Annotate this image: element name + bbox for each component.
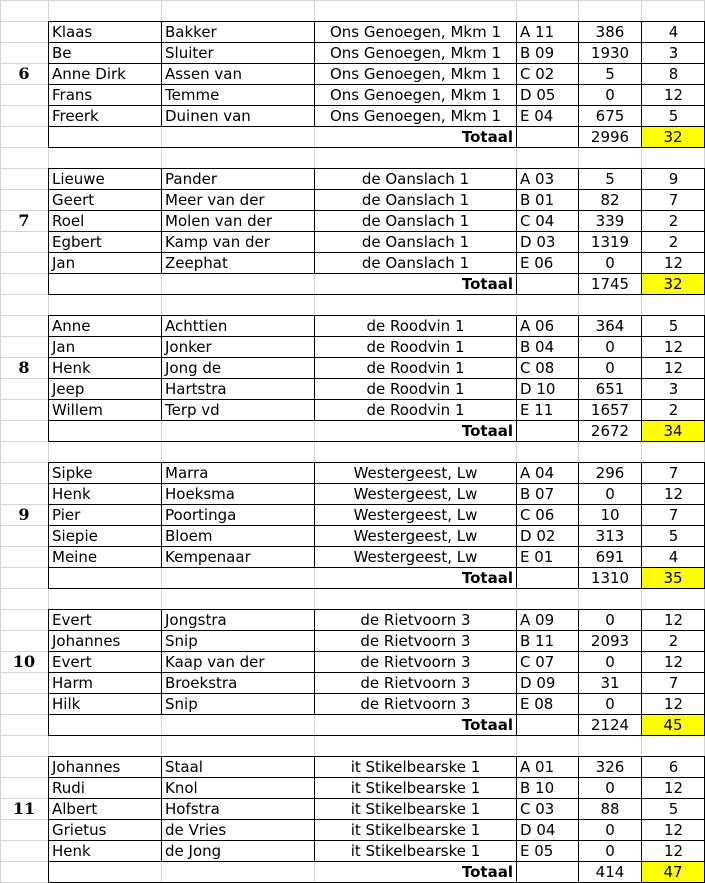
first-name-cell: Freerk — [52, 107, 99, 125]
club-cell: de Oanslach 1 — [361, 233, 470, 251]
first-name-cell: Egbert — [52, 233, 102, 251]
rank-cell: 2 — [668, 212, 679, 230]
code-cell: B 11 — [520, 632, 555, 650]
last-name-cell: Snip — [165, 695, 198, 713]
first-name-cell: Albert — [52, 800, 98, 818]
total-score: 1745 — [590, 275, 630, 293]
score-cell: 386 — [595, 23, 625, 41]
score-cell: 691 — [595, 548, 625, 566]
score-cell: 0 — [605, 695, 615, 713]
last-name-cell: Bakker — [165, 23, 217, 41]
first-name-cell: Henk — [52, 485, 91, 503]
score-cell: 651 — [595, 380, 625, 398]
group-number: 6 — [18, 64, 30, 83]
code-cell: D 05 — [520, 86, 556, 104]
club-cell: de Oanslach 1 — [361, 170, 470, 188]
score-cell: 0 — [605, 821, 615, 839]
last-name-cell: de Jong — [165, 842, 222, 860]
score-cell: 0 — [605, 779, 615, 797]
first-name-cell: Anne — [52, 317, 91, 335]
last-name-cell: de Vries — [165, 821, 227, 839]
club-cell: de Roodvin 1 — [366, 317, 465, 335]
total-points: 45 — [663, 716, 683, 734]
score-cell: 313 — [595, 527, 625, 545]
last-name-cell: Molen van der — [165, 212, 273, 230]
first-name-cell: Frans — [52, 86, 93, 104]
last-name-cell: Hofstra — [165, 800, 220, 818]
code-cell: A 11 — [520, 23, 555, 41]
score-cell: 0 — [605, 842, 615, 860]
club-cell: it Stikelbearske 1 — [350, 842, 481, 860]
code-cell: C 03 — [520, 800, 555, 818]
club-cell: Westergeest, Lw — [353, 464, 478, 482]
rank-cell: 5 — [668, 317, 679, 335]
rank-cell: 12 — [663, 653, 684, 671]
first-name-cell: Siepie — [52, 527, 98, 545]
rank-cell: 12 — [663, 485, 684, 503]
last-name-cell: Jong de — [165, 359, 222, 377]
last-name-cell: Broekstra — [165, 674, 238, 692]
total-points: 34 — [663, 422, 683, 440]
code-cell: A 03 — [520, 170, 555, 188]
score-cell: 0 — [605, 653, 615, 671]
rank-cell: 8 — [668, 65, 679, 83]
rank-cell: 12 — [663, 611, 684, 629]
first-name-cell: Henk — [52, 359, 91, 377]
first-name-cell: Johannes — [52, 632, 121, 650]
last-name-cell: Pander — [165, 170, 217, 188]
last-name-cell: Zeephat — [165, 254, 228, 272]
code-cell: E 01 — [520, 548, 554, 566]
code-cell: D 10 — [520, 380, 556, 398]
total-points: 35 — [663, 569, 683, 587]
last-name-cell: Temme — [165, 86, 220, 104]
total-label: Totaal — [461, 716, 513, 734]
first-name-cell: Evert — [52, 611, 92, 629]
code-cell: C 08 — [520, 359, 555, 377]
club-cell: de Rietvoorn 3 — [360, 611, 471, 629]
code-cell: C 06 — [520, 506, 555, 524]
last-name-cell: Staal — [165, 758, 203, 776]
code-cell: D 09 — [520, 674, 556, 692]
rank-cell: 3 — [668, 44, 679, 62]
club-cell: Ons Genoegen, Mkm 1 — [329, 44, 501, 62]
code-cell: A 01 — [520, 758, 555, 776]
total-score: 2672 — [590, 422, 630, 440]
code-cell: D 04 — [520, 821, 556, 839]
club-cell: de Roodvin 1 — [366, 380, 465, 398]
total-score: 414 — [595, 863, 625, 881]
club-cell: Westergeest, Lw — [353, 527, 478, 545]
score-cell: 326 — [595, 758, 625, 776]
club-cell: de Oanslach 1 — [361, 191, 470, 209]
group-number: 9 — [18, 505, 30, 524]
code-cell: B 07 — [520, 485, 555, 503]
last-name-cell: Assen van — [165, 65, 242, 83]
club-cell: Westergeest, Lw — [353, 506, 478, 524]
rank-cell: 7 — [668, 191, 679, 209]
club-cell: de Roodvin 1 — [366, 359, 465, 377]
rank-cell: 5 — [668, 800, 679, 818]
last-name-cell: Kaap van der — [165, 653, 265, 671]
first-name-cell: Jan — [52, 338, 76, 356]
rank-cell: 2 — [668, 401, 679, 419]
rank-cell: 4 — [668, 548, 679, 566]
club-cell: Ons Genoegen, Mkm 1 — [329, 86, 501, 104]
club-cell: de Roodvin 1 — [366, 338, 465, 356]
first-name-cell: Jeep — [52, 380, 85, 398]
total-label: Totaal — [461, 275, 513, 293]
code-cell: A 04 — [520, 464, 555, 482]
score-cell: 82 — [600, 191, 620, 209]
total-score: 2996 — [590, 128, 630, 146]
club-cell: Ons Genoegen, Mkm 1 — [329, 23, 501, 41]
rank-cell: 2 — [668, 233, 679, 251]
club-cell: de Rietvoorn 3 — [360, 674, 471, 692]
first-name-cell: Hilk — [52, 695, 81, 713]
rank-cell: 12 — [663, 86, 684, 104]
rank-cell: 12 — [663, 842, 684, 860]
code-cell: B 09 — [520, 44, 555, 62]
club-cell: de Rietvoorn 3 — [360, 695, 471, 713]
group-number: 8 — [18, 358, 30, 377]
last-name-cell: Duinen van — [165, 107, 251, 125]
first-name-cell: Anne Dirk — [52, 65, 126, 83]
score-cell: 10 — [600, 506, 620, 524]
club-cell: de Roodvin 1 — [366, 401, 465, 419]
code-cell: E 06 — [520, 254, 554, 272]
rank-cell: 12 — [663, 779, 684, 797]
score-cell: 5 — [605, 170, 615, 188]
first-name-cell: Sipke — [52, 464, 93, 482]
score-cell: 88 — [600, 800, 620, 818]
first-name-cell: Be — [52, 44, 72, 62]
total-score: 2124 — [590, 716, 630, 734]
rank-cell: 12 — [663, 338, 684, 356]
rank-cell: 2 — [668, 632, 679, 650]
code-cell: C 07 — [520, 653, 555, 671]
last-name-cell: Meer van der — [165, 191, 265, 209]
score-cell: 31 — [600, 674, 620, 692]
rank-cell: 7 — [668, 674, 679, 692]
first-name-cell: Meine — [52, 548, 98, 566]
club-cell: it Stikelbearske 1 — [350, 758, 481, 776]
score-cell: 1319 — [590, 233, 630, 251]
code-cell: A 06 — [520, 317, 555, 335]
club-cell: de Rietvoorn 3 — [360, 632, 471, 650]
score-cell: 364 — [595, 317, 625, 335]
score-cell: 0 — [605, 86, 615, 104]
gridline — [0, 0, 705, 1]
code-cell: E 11 — [520, 401, 554, 419]
last-name-cell: Snip — [165, 632, 198, 650]
rank-cell: 5 — [668, 107, 679, 125]
rank-cell: 12 — [663, 359, 684, 377]
code-cell: C 02 — [520, 65, 555, 83]
club-cell: de Oanslach 1 — [361, 254, 470, 272]
club-cell: de Rietvoorn 3 — [360, 653, 471, 671]
total-label: Totaal — [461, 128, 513, 146]
score-cell: 675 — [595, 107, 625, 125]
first-name-cell: Rudi — [52, 779, 85, 797]
code-cell: D 03 — [520, 233, 556, 251]
last-name-cell: Hartstra — [165, 380, 227, 398]
club-cell: Westergeest, Lw — [353, 548, 478, 566]
score-cell: 1657 — [590, 401, 630, 419]
rank-cell: 7 — [668, 464, 679, 482]
score-cell: 296 — [595, 464, 625, 482]
rank-cell: 9 — [668, 170, 679, 188]
last-name-cell: Marra — [165, 464, 209, 482]
code-cell: B 10 — [520, 779, 555, 797]
first-name-cell: Roel — [52, 212, 85, 230]
club-cell: it Stikelbearske 1 — [350, 821, 481, 839]
score-cell: 0 — [605, 338, 615, 356]
first-name-cell: Willem — [52, 401, 103, 419]
score-cell: 339 — [595, 212, 625, 230]
club-cell: it Stikelbearske 1 — [350, 779, 481, 797]
club-cell: de Oanslach 1 — [361, 212, 470, 230]
last-name-cell: Jongstra — [165, 611, 227, 629]
code-cell: E 08 — [520, 695, 554, 713]
first-name-cell: Jan — [52, 254, 76, 272]
score-cell: 2093 — [590, 632, 630, 650]
gridline — [0, 0, 1, 882]
club-cell: Ons Genoegen, Mkm 1 — [329, 65, 501, 83]
first-name-cell: Geert — [52, 191, 95, 209]
rank-cell: 12 — [663, 254, 684, 272]
first-name-cell: Johannes — [52, 758, 121, 776]
score-cell: 0 — [605, 611, 615, 629]
score-cell: 0 — [605, 359, 615, 377]
last-name-cell: Knol — [165, 779, 198, 797]
score-cell: 0 — [605, 254, 615, 272]
last-name-cell: Kamp van der — [165, 233, 270, 251]
code-cell: B 01 — [520, 191, 555, 209]
code-cell: C 04 — [520, 212, 555, 230]
group-number: 7 — [18, 211, 30, 230]
total-label: Totaal — [461, 569, 513, 587]
rank-cell: 12 — [663, 821, 684, 839]
total-points: 32 — [663, 128, 683, 146]
first-name-cell: Lieuwe — [52, 170, 105, 188]
group-number: 11 — [12, 799, 36, 818]
last-name-cell: Kempenaar — [165, 548, 251, 566]
total-label: Totaal — [461, 422, 513, 440]
total-points: 32 — [663, 275, 683, 293]
club-cell: it Stikelbearske 1 — [350, 800, 481, 818]
total-label: Totaal — [461, 863, 513, 881]
score-cell: 0 — [605, 485, 615, 503]
club-cell: Ons Genoegen, Mkm 1 — [329, 107, 501, 125]
last-name-cell: Sluiter — [165, 44, 214, 62]
first-name-cell: Evert — [52, 653, 92, 671]
first-name-cell: Pier — [52, 506, 81, 524]
code-cell: A 09 — [520, 611, 555, 629]
club-cell: Westergeest, Lw — [353, 485, 478, 503]
last-name-cell: Poortinga — [165, 506, 237, 524]
first-name-cell: Henk — [52, 842, 91, 860]
total-points: 47 — [663, 863, 683, 881]
rank-cell: 4 — [668, 23, 679, 41]
rank-cell: 6 — [668, 758, 679, 776]
rank-cell: 3 — [668, 380, 679, 398]
rank-cell: 5 — [668, 527, 679, 545]
last-name-cell: Bloem — [165, 527, 213, 545]
code-cell: D 02 — [520, 527, 556, 545]
total-score: 1310 — [590, 569, 630, 587]
code-cell: E 05 — [520, 842, 554, 860]
first-name-cell: Harm — [52, 674, 93, 692]
score-cell: 5 — [605, 65, 615, 83]
rank-cell: 12 — [663, 695, 684, 713]
last-name-cell: Achttien — [165, 317, 228, 335]
code-cell: B 04 — [520, 338, 555, 356]
last-name-cell: Hoeksma — [165, 485, 235, 503]
code-cell: E 04 — [520, 107, 554, 125]
last-name-cell: Terp vd — [165, 401, 220, 419]
rank-cell: 7 — [668, 506, 679, 524]
score-cell: 1930 — [590, 44, 630, 62]
first-name-cell: Grietus — [52, 821, 107, 839]
group-number: 10 — [12, 652, 36, 671]
first-name-cell: Klaas — [52, 23, 93, 41]
last-name-cell: Jonker — [165, 338, 212, 356]
